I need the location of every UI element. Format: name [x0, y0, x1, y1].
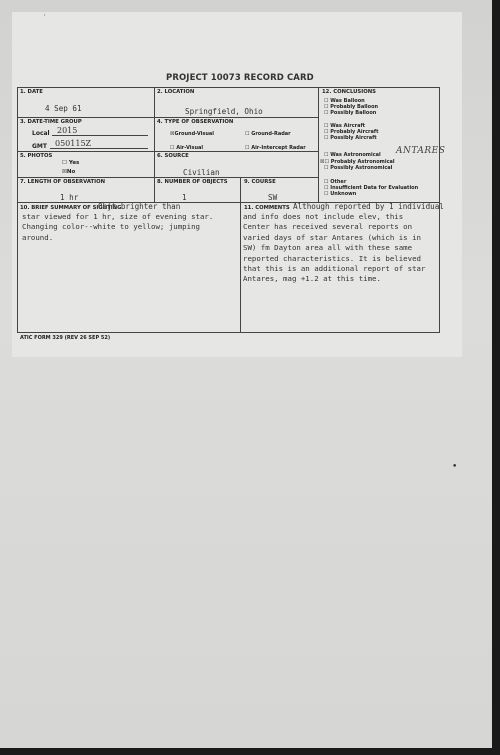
conclusion-item: ☐ Probably Balloon: [324, 104, 379, 110]
source-value: Civilian: [183, 168, 220, 177]
date-value: 4 Sep 61: [45, 104, 82, 113]
course-label: 9. COURSE: [244, 179, 276, 185]
conclusion-item: ☐ Was Aircraft: [324, 123, 366, 129]
summary-label: 10. BRIEF SUMMARY OF SIGHTING: [20, 205, 122, 211]
scan-border-right: [492, 0, 500, 755]
card-title: PROJECT 10073 RECORD CARD: [166, 73, 314, 83]
comments-inline: Although reported by 1 individual: [293, 202, 444, 211]
handwritten-antares: ANTARES: [396, 146, 446, 156]
course-value: SW: [268, 193, 278, 202]
conclusion-item: ☐ Was Balloon: [324, 98, 365, 104]
divider-h2: [17, 151, 318, 152]
comments-label: 11. COMMENTS: [244, 205, 290, 211]
frame-left: [17, 87, 18, 332]
local-underline: [52, 135, 148, 136]
obs-ground-radar: ☐ Ground-Radar: [245, 131, 291, 137]
conclusion-item: ☐ Possibly Astronomical: [324, 165, 393, 171]
speck-mark: ': [44, 14, 46, 21]
gmt-underline: [50, 148, 148, 149]
length-label: 7. LENGTH OF OBSERVATION: [20, 179, 106, 185]
divider-h1: [17, 117, 318, 118]
summary-text: star viewed for 1 hr, size of evening star. Changing color--white to yellow; jumping around.: [22, 212, 214, 242]
scan-border-bottom: [0, 748, 500, 755]
conclusion-item: ☐ Other: [324, 179, 347, 185]
date-label: 1. DATE: [20, 89, 43, 95]
comments-text: and info does not include elev, this Center has received several reports on varied days of star Antares (which is in SW) fm Dayton area all with these same reported characteristics. It is believed that this is an additional report of star Antares, mag +1.2 at this time.: [243, 212, 426, 284]
conclusion-item: ☐ Probably Aircraft: [324, 129, 379, 135]
dtg-label: 3. DATE-TIME GROUP: [20, 119, 82, 125]
conclusion-item: ☐ Insufficient Data for Evaluation: [324, 185, 419, 191]
conclusion-item: ☐ Possibly Aircraft: [324, 135, 377, 141]
location-value: Springfield, Ohio: [185, 107, 263, 116]
divider-v2: [318, 87, 319, 202]
obs-air-visual: ☐ Air-Visual: [170, 145, 204, 151]
speck-mark: •: [452, 462, 458, 472]
photos-no: ☒No: [62, 169, 76, 175]
conclusion-item: ☒☐ Probably Astronomical: [320, 159, 395, 165]
form-footer: ATIC FORM 329 (REV 26 SEP 52): [20, 335, 111, 341]
location-label: 2. LOCATION: [157, 89, 195, 95]
conclusion-item: ☐ Possibly Balloon: [324, 110, 377, 116]
divider-v3: [240, 177, 241, 332]
photos-yes: ☐ Yes: [62, 160, 80, 166]
length-value: 1 hr: [60, 193, 79, 202]
summary-inline: Objt brighter than: [98, 202, 181, 211]
conclusions-label: 12. CONCLUSIONS: [322, 89, 376, 95]
conclusion-item: ☐ Was Astronomical: [324, 152, 381, 158]
frame-top: [17, 87, 440, 88]
gmt-value: 050115Z: [55, 139, 92, 148]
photos-label: 5. PHOTOS: [20, 153, 53, 159]
num-objects-value: 1: [182, 193, 187, 202]
local-value: 2015: [57, 126, 78, 135]
conclusion-item: ☐ Unknown: [324, 191, 357, 197]
obs-ground-visual: ☒Ground-Visual: [170, 131, 215, 137]
obs-air-intercept: ☐ Air-Intercept Radar: [245, 145, 306, 151]
divider-h3: [17, 177, 318, 178]
frame-bottom: [17, 332, 440, 333]
source-label: 6. SOURCE: [157, 153, 189, 159]
type-obs-label: 4. TYPE OF OBSERVATION: [157, 119, 234, 125]
divider-v1: [154, 87, 155, 202]
num-objects-label: 8. NUMBER OF OBJECTS: [157, 179, 228, 185]
gmt-label: GMT: [32, 143, 47, 150]
local-label: Local: [32, 130, 50, 137]
